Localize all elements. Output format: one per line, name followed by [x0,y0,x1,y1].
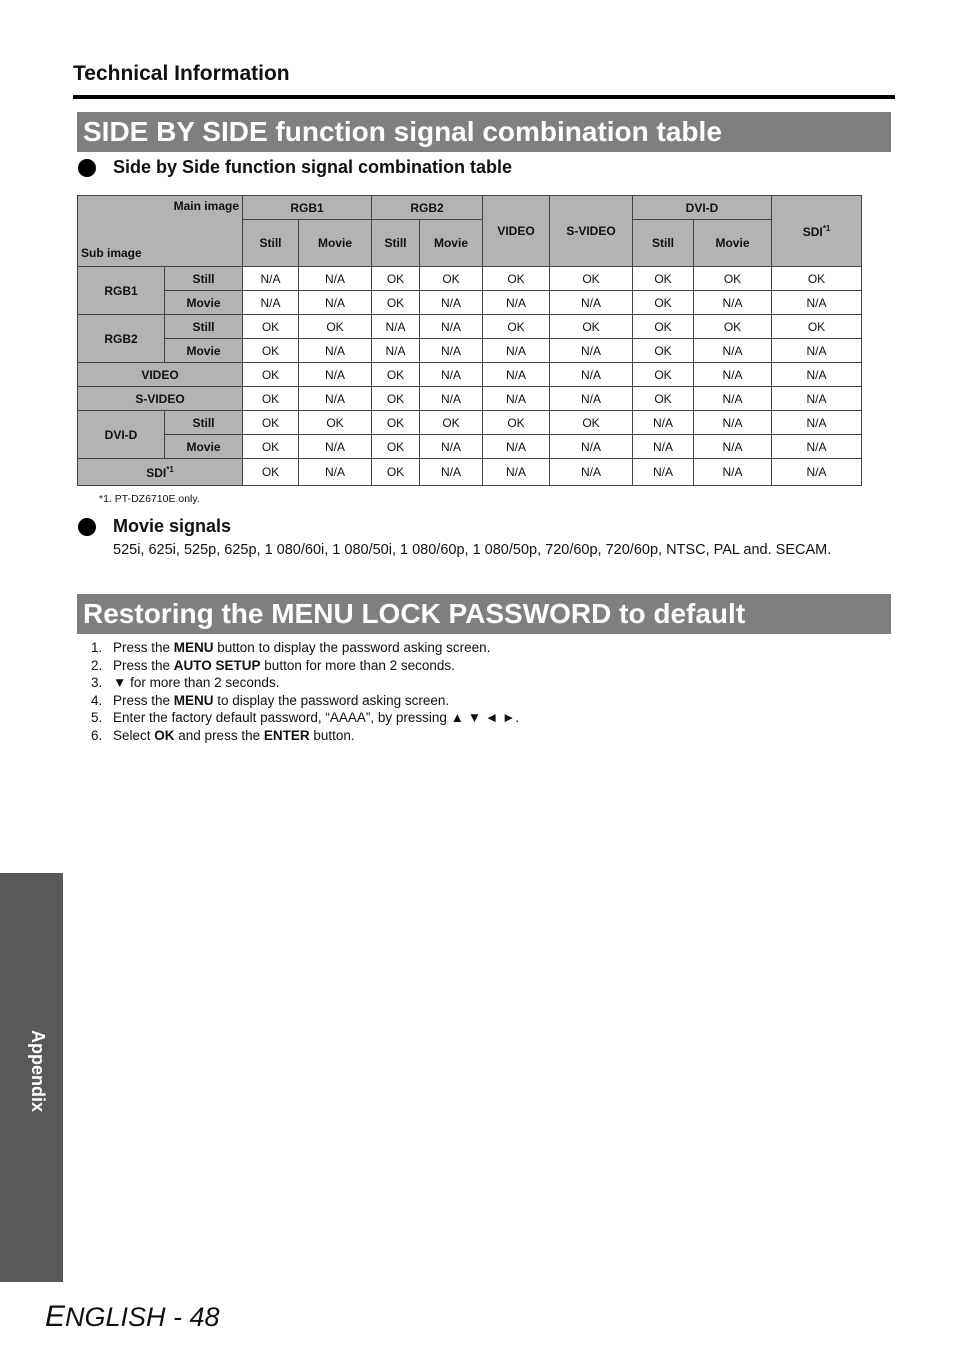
table-cell: OK [372,387,420,411]
table-cell: N/A [299,363,372,387]
table-cell: N/A [483,363,550,387]
col-header-rgb2: RGB2 [372,196,483,220]
table-cell: N/A [483,291,550,315]
page-footer [45,1300,220,1334]
step-number: 3. [91,675,103,691]
table-cell: N/A [420,459,483,486]
movie-signals-text: 525i, 625i, 525p, 625p, 1 080/60i, 1 080/50i, 1 080/60p, 1 080/50p, 720/60p, 720/60p, NTSC, PAL and. SECAM. [113,542,832,558]
col-header-sdi-footnote-mark: *1 [822,223,831,233]
table-cell: N/A [299,267,372,291]
step-number: 2. [91,657,103,673]
table-cell: OK [633,315,694,339]
table-cell: N/A [550,291,633,315]
step-number: 1. [91,640,103,655]
table-cell: N/A [550,435,633,459]
table-row [78,291,862,315]
table-cell: N/A [483,459,550,486]
table-cell: OK [372,291,420,315]
table-row [78,435,862,459]
list-item [79,709,519,727]
table-cell: N/A [694,435,772,459]
table-cell: N/A [772,435,862,459]
table-cell: OK [483,315,550,339]
table-cell: N/A [420,315,483,339]
table-cell: N/A [772,387,862,411]
step-text: Press the [113,657,174,673]
table-cell: OK [483,411,550,435]
step-keyword: AUTO SETUP [173,657,261,673]
table-row [78,459,862,486]
table-cell: OK [633,387,694,411]
row-header-dvid: DVI-D [78,411,165,459]
col-sub-rgb1-still: Still [243,220,299,267]
col-sub-dvid-still: Still [633,220,694,267]
step-number: 4. [91,692,103,708]
list-item [79,727,519,745]
table-cell: N/A [633,459,694,486]
table-cell: N/A [550,387,633,411]
appendix-tab-label: Appendix [28,1030,48,1113]
table-cell: N/A [772,411,862,435]
step-text: button to display the password asking screen. [213,640,491,655]
table-cell: N/A [483,435,550,459]
table-cell: OK [243,411,299,435]
step-text: Press the [113,692,174,708]
subtitle-movie-signals: Movie signals [113,516,232,536]
table-cell: N/A [633,435,694,459]
col-sub-dvid-movie: Movie [694,220,772,267]
table-row [78,387,862,411]
row-header-video: VIDEO [78,363,243,387]
table-cell: OK [633,267,694,291]
table-cell: N/A [483,339,550,363]
row-header-sdi [78,459,243,486]
row-header-rgb1: RGB1 [78,267,165,315]
table-cell: OK [243,435,299,459]
row-sub-movie: Movie [165,291,243,315]
table-row [78,339,862,363]
table-cell: OK [243,315,299,339]
bullet-row-table [78,157,512,178]
col-header-rgb1: RGB1 [243,196,372,220]
table-cell: N/A [243,267,299,291]
list-item [79,639,519,657]
step-text: Press the [113,640,174,655]
row-header-rgb2: RGB2 [78,315,165,363]
section-header: Technical Information [73,62,290,85]
col-header-sdi-label: SDI [802,224,823,239]
table-cell: OK [550,267,633,291]
table-cell: OK [483,267,550,291]
table-cell: OK [772,315,862,339]
col-header-sdi [772,196,862,267]
table-cell: N/A [694,291,772,315]
step-text: Select [113,727,155,743]
table-cell: OK [633,291,694,315]
row-sub-still: Still [165,315,243,339]
table-cell: N/A [483,387,550,411]
table-row [78,315,862,339]
table-cell: OK [299,411,372,435]
list-item [79,674,519,692]
table-cell: N/A [694,411,772,435]
table-cell: N/A [420,363,483,387]
bullet-icon [78,159,96,177]
step-keyword: MENU [173,692,214,708]
col-header-svideo: S-VIDEO [550,196,633,267]
table-cell: OK [550,411,633,435]
table-cell: N/A [550,363,633,387]
table-cell: OK [420,411,483,435]
bullet-icon [78,518,96,536]
list-item [79,692,519,710]
step-keyword: MENU [173,640,214,655]
table-cell: N/A [299,435,372,459]
col-header-video: VIDEO [483,196,550,267]
list-item [79,657,519,675]
title-side-by-side: SIDE BY SIDE function signal combination table [77,112,891,152]
table-row [78,411,862,435]
table-cell: N/A [550,339,633,363]
table-cell: OK [633,363,694,387]
row-sub-movie: Movie [165,339,243,363]
table-cell: OK [243,459,299,486]
sub-image-label: Sub image [81,246,142,260]
step-number: 6. [91,727,103,743]
col-header-dvid: DVI-D [633,196,772,220]
step-text: to display the password asking screen. [213,692,450,708]
step-text: ▼ for more than 2 seconds. [113,675,280,691]
table-cell: OK [372,363,420,387]
table-cell: N/A [299,459,372,486]
row-header-sdi-footnote-mark: *1 [166,464,174,474]
title-restore-password: Restoring the MENU LOCK PASSWORD to default [77,594,891,634]
table-cell: OK [372,411,420,435]
footer-initial: E [45,1300,66,1333]
table-cell: OK [633,339,694,363]
table-cell: N/A [243,291,299,315]
col-sub-rgb2-still: Still [372,220,420,267]
row-sub-movie: Movie [165,435,243,459]
table-cell: OK [243,387,299,411]
table-row [78,267,862,291]
table-cell: OK [372,459,420,486]
main-image-label: Main image [173,199,239,213]
table-cell: N/A [694,339,772,363]
table-cell: N/A [772,339,862,363]
step-text: Enter the factory default password, “AAAA”, by pressing ▲ ▼ ◄ ►. [113,710,520,726]
step-text: button for more than 2 seconds. [260,657,455,673]
table-cell: OK [694,315,772,339]
table-cell: OK [299,315,372,339]
table-cell: N/A [420,435,483,459]
footer-rest: NGLISH - 48 [65,1302,220,1332]
section-rule [73,95,895,99]
table-corner [78,196,243,267]
table-cell: OK [772,267,862,291]
col-sub-rgb1-movie: Movie [299,220,372,267]
table-cell: OK [372,435,420,459]
table-cell: OK [243,363,299,387]
table-footnote: *1. PT-DZ6710E only. [99,493,200,505]
table-cell: N/A [694,387,772,411]
table-cell: N/A [772,291,862,315]
step-text: and press the [174,727,264,743]
signal-combination-table [77,195,862,486]
table-cell: OK [550,315,633,339]
row-sub-still: Still [165,267,243,291]
table-cell: N/A [299,339,372,363]
table-row [78,363,862,387]
table-cell: N/A [550,459,633,486]
table-cell: N/A [694,459,772,486]
steps-list [79,639,519,745]
table-cell: N/A [772,363,862,387]
step-text: button. [309,727,355,743]
step-number: 5. [91,710,103,726]
row-sub-still: Still [165,411,243,435]
table-cell: N/A [299,291,372,315]
step-keyword: OK [154,727,175,743]
table-cell: N/A [372,339,420,363]
table-cell: N/A [694,363,772,387]
bullet-row-movie [78,516,231,537]
table-cell: N/A [299,387,372,411]
table-cell: N/A [420,291,483,315]
table-cell: OK [243,339,299,363]
col-sub-rgb2-movie: Movie [420,220,483,267]
table-cell: N/A [420,387,483,411]
table-cell: OK [372,267,420,291]
table-cell: OK [694,267,772,291]
step-keyword: ENTER [263,727,310,743]
table-cell: N/A [772,459,862,486]
row-header-svideo: S-VIDEO [78,387,243,411]
table-cell: N/A [633,411,694,435]
table-cell: N/A [372,315,420,339]
table-cell: N/A [420,339,483,363]
row-header-sdi-label: SDI [146,465,167,480]
subtitle-table: Side by Side function signal combination table [113,157,513,177]
table-cell: OK [420,267,483,291]
